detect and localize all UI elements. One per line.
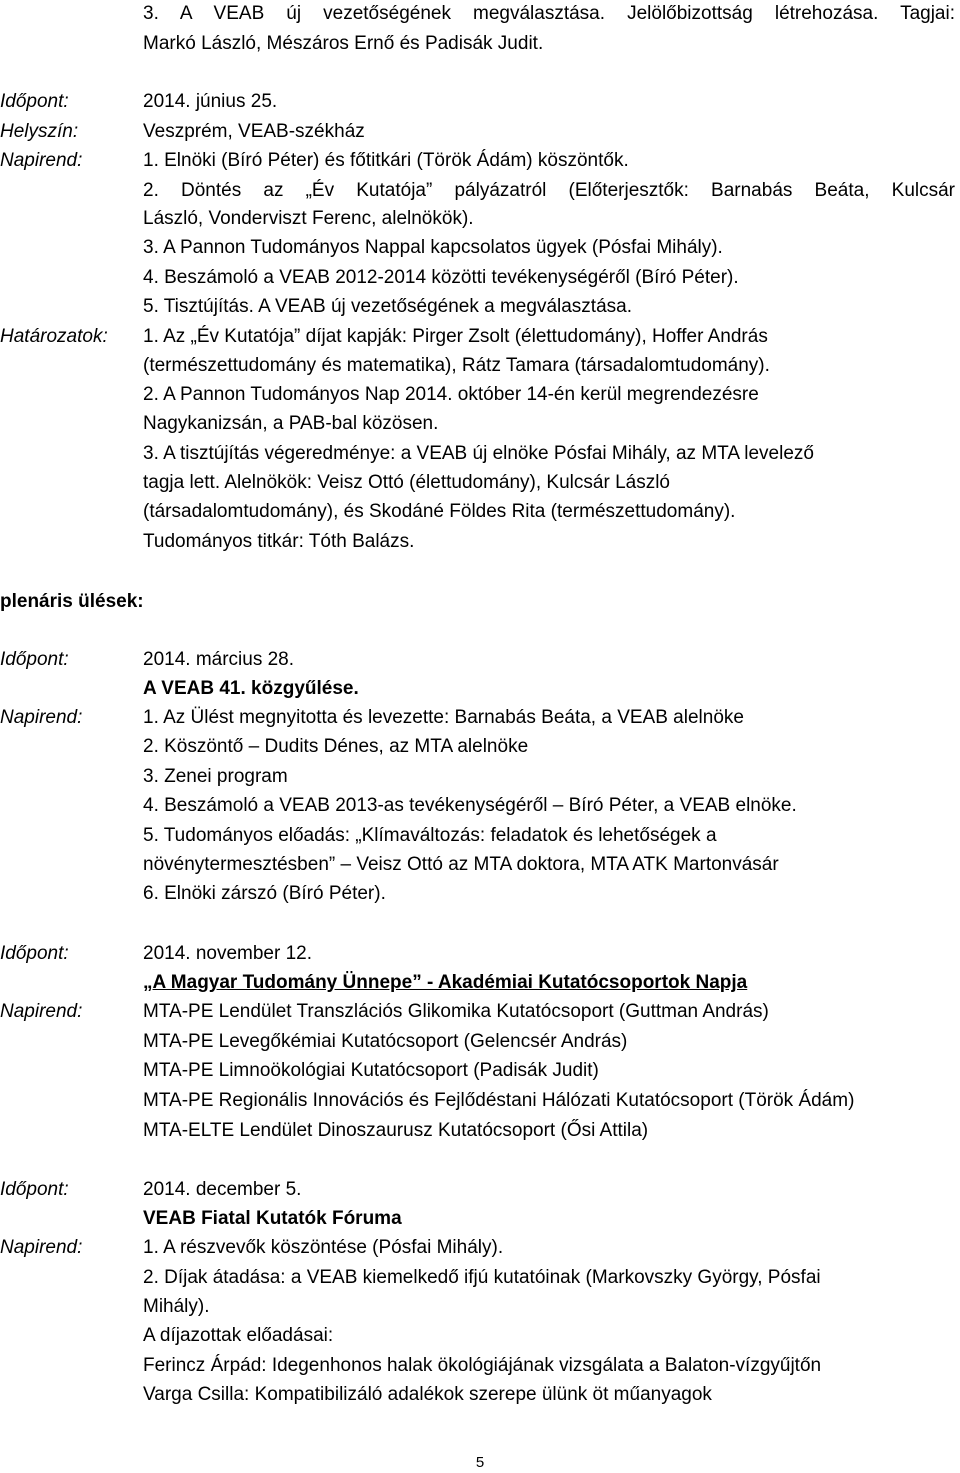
decision-item: Nagykanizsán, a PAB-bal közösen.: [143, 413, 439, 434]
agenda-item: 6. Elnöki zárszó (Bíró Péter).: [143, 883, 386, 904]
time-label: Időpont:: [0, 1179, 69, 1200]
plenary-date: 2014. március 28.: [143, 649, 295, 670]
agenda-item: MTA-PE Regionális Innovációs és Fejlődéstani Hálózati Kutatócsoport (Török Ádám): [143, 1090, 855, 1111]
agenda-item: MTA-PE Lendület Transzlációs Glikomika Kutatócsoport (Guttman András): [143, 1001, 769, 1022]
agenda-item: 4. Beszámoló a VEAB 2012-2014 közötti tevékenységéről (Bíró Péter).: [143, 267, 739, 288]
agenda-label: Napirend:: [0, 150, 83, 171]
agenda-item: MTA-PE Levegőkémiai Kutatócsoport (Gelencsér András): [143, 1031, 628, 1052]
agenda-label: Napirend:: [0, 1001, 83, 1022]
agenda-item: László, Vonderviszt Ferenc, alelnökök).: [143, 208, 474, 229]
agenda-item: 1. Elnöki (Bíró Péter) és főtitkári (Török Ádám) köszöntők.: [143, 150, 629, 171]
plenary-heading: plenáris ülések:: [0, 591, 144, 612]
plenary-title: A VEAB 41. közgyűlése.: [143, 678, 359, 699]
decision-item: (társadalomtudomány), és Skodáné Földes Rita (természettudomány).: [143, 501, 736, 522]
decision-item: tagja lett. Alelnökök: Veisz Ottó (élettudomány), Kulcsár László: [143, 472, 670, 493]
agenda-label: Napirend:: [0, 707, 83, 728]
decision-item: (természettudomány és matematika), Rátz Tamara (társadalomtudomány).: [143, 355, 770, 376]
agenda-label: Napirend:: [0, 1237, 83, 1258]
plenary-date: 2014. november 12.: [143, 943, 313, 964]
agenda-item: 2. Köszöntő – Dudits Dénes, az MTA alelnöke: [143, 736, 529, 757]
plenary-title: VEAB Fiatal Kutatók Fóruma: [143, 1208, 402, 1229]
agenda-item: MTA-PE Limnoökológiai Kutatócsoport (Padisák Judit): [143, 1060, 599, 1081]
meeting-date: 2014. június 25.: [143, 91, 278, 112]
time-label: Időpont:: [0, 649, 69, 670]
agenda-item: 5. Tisztújítás. A VEAB új vezetőségének a megválasztása.: [143, 296, 632, 317]
agenda-item: Ferincz Árpád: Idegenhonos halak ökológiájának vizsgálata a Balaton-vízgyűjtőn: [143, 1355, 822, 1376]
agenda-item: A díjazottak előadásai:: [143, 1325, 334, 1346]
agenda-item: MTA-ELTE Lendület Dinoszaurusz Kutatócsoport (Ősi Attila): [143, 1120, 649, 1141]
time-label: Időpont:: [0, 943, 69, 964]
agenda-item: Mihály).: [143, 1296, 210, 1317]
agenda-item: 1. A részvevők köszöntése (Pósfai Mihály).: [143, 1237, 504, 1258]
agenda-item: Varga Csilla: Kompatibilizáló adalékok szerepe ülünk öt műanyagok: [143, 1384, 712, 1405]
agenda-item: 4. Beszámoló a VEAB 2013-as tevékenységéről – Bíró Péter, a VEAB elnöke.: [143, 795, 797, 816]
page-number: 5: [475, 1454, 485, 1471]
place-label: Helyszín:: [0, 121, 79, 142]
decision-item: 1. Az „Év Kutatója” díjat kapják: Pirger Zsolt (élettudomány), Hoffer András: [143, 326, 768, 347]
intro-line-2: Markó László, Mészáros Ernő és Padisák Judit.: [143, 33, 544, 54]
intro-line-1: 3. A VEAB új vezetőségének megválasztása. Jelölőbizottság létrehozása. Tagjai:: [143, 3, 955, 24]
agenda-item: növénytermesztésben” – Veisz Ottó az MTA doktora, MTA ATK Martonvásár: [143, 854, 779, 875]
plenary-date: 2014. december 5.: [143, 1179, 302, 1200]
meeting-place: Veszprém, VEAB-székház: [143, 121, 365, 142]
decisions-label: Határozatok:: [0, 326, 108, 347]
agenda-item: 2. Díjak átadása: a VEAB kiemelkedő ifjú kutatóinak (Markovszky György, Pósfai: [143, 1267, 821, 1288]
agenda-item: 5. Tudományos előadás: „Klímaváltozás: feladatok és lehetőségek a: [143, 825, 717, 846]
agenda-item: 3. Zenei program: [143, 766, 288, 787]
decision-item: 3. A tisztújítás végeredménye: a VEAB új elnöke Pósfai Mihály, az MTA levelező: [143, 443, 814, 464]
agenda-item: 3. A Pannon Tudományos Nappal kapcsolatos ügyek (Pósfai Mihály).: [143, 237, 723, 258]
decision-item: 2. A Pannon Tudományos Nap 2014. október 14-én kerül megrendezésre: [143, 384, 759, 405]
decision-item: Tudományos titkár: Tóth Balázs.: [143, 531, 415, 552]
agenda-item: 2. Döntés az „Év Kutatója” pályázatról (Előterjesztők: Barnabás Beáta, Kulcsár: [143, 180, 955, 201]
agenda-item: 1. Az Ülést megnyitotta és levezette: Barnabás Beáta, a VEAB alelnöke: [143, 707, 744, 728]
time-label: Időpont:: [0, 91, 69, 112]
plenary-title: „A Magyar Tudomány Ünnepe” - Akadémiai Kutatócsoportok Napja: [143, 972, 748, 993]
